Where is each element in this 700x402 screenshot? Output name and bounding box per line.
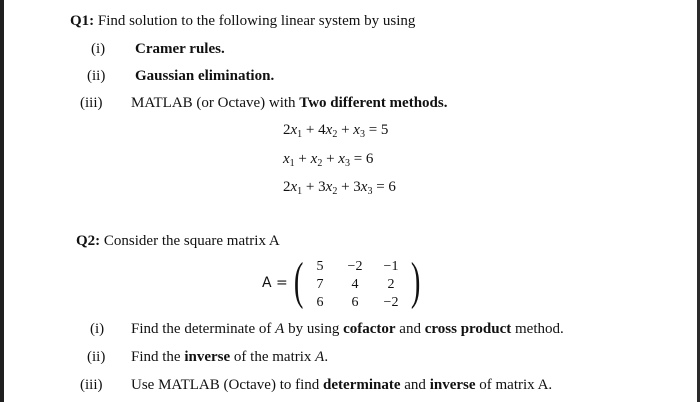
- equation-3: $2x_1 + 3x_2 + 3x_3 = 6$: [283, 179, 396, 197]
- q1-item-num-1: (i): [91, 41, 106, 57]
- matrix-cell: −1: [383, 259, 399, 274]
- q2-item-num-2: (ii): [87, 349, 106, 365]
- q2-text: Consider the square matrix A: [100, 233, 280, 249]
- q2-heading: [76, 232, 280, 250]
- q1-item-text-1: Cramer rules.: [135, 41, 225, 57]
- matrix-cell: −2: [347, 259, 363, 274]
- matrix-label: A =: [262, 275, 288, 291]
- q1-item-num-2: (ii): [87, 68, 106, 84]
- matrix-cell: 2: [387, 277, 395, 292]
- q1-item-text-3: [131, 94, 447, 112]
- matrix-cell: 7: [316, 277, 324, 292]
- q1-heading: [70, 12, 415, 30]
- q2-item-num-3: (iii): [80, 377, 103, 393]
- matrix-cell: −2: [383, 295, 399, 310]
- equation-1: $2x_1 + 4x_2 + x_3 = 5$: [283, 122, 389, 140]
- q2-label: Q2:: [76, 233, 101, 249]
- q2-item-num-1: (i): [90, 321, 105, 337]
- matrix-cell: 5: [316, 259, 324, 274]
- matrix-cell: 6: [316, 295, 324, 310]
- q1-item-num-3: (iii): [80, 95, 103, 111]
- matrix-cell: 4: [351, 277, 359, 292]
- q1-item-3-plain: MATLAB (or Octave) with: [131, 95, 300, 111]
- q1-text: Find solution to the following linear system by using: [94, 13, 416, 29]
- q2-item-text-1: Find the determinate of A by using cofactor and cross product method.: [131, 321, 564, 337]
- left-border: [0, 0, 4, 402]
- q1-item-text-2: Gaussian elimination.: [135, 68, 275, 84]
- q1-item-3-bold: Two different methods.: [299, 95, 448, 111]
- matrix-right-paren: ): [410, 253, 421, 310]
- q1-label: Q1:: [70, 13, 95, 29]
- matrix-left-paren: (: [293, 253, 304, 310]
- q2-item-text-3: Use MATLAB (Octave) to find determinate and inverse of matrix A.: [131, 377, 553, 393]
- q2-item-text-2: Find the inverse of the matrix A.: [131, 349, 329, 365]
- matrix-cell: 6: [351, 295, 359, 310]
- equation-2: $x_1 + x_2 + x_3 = 6$: [283, 151, 374, 169]
